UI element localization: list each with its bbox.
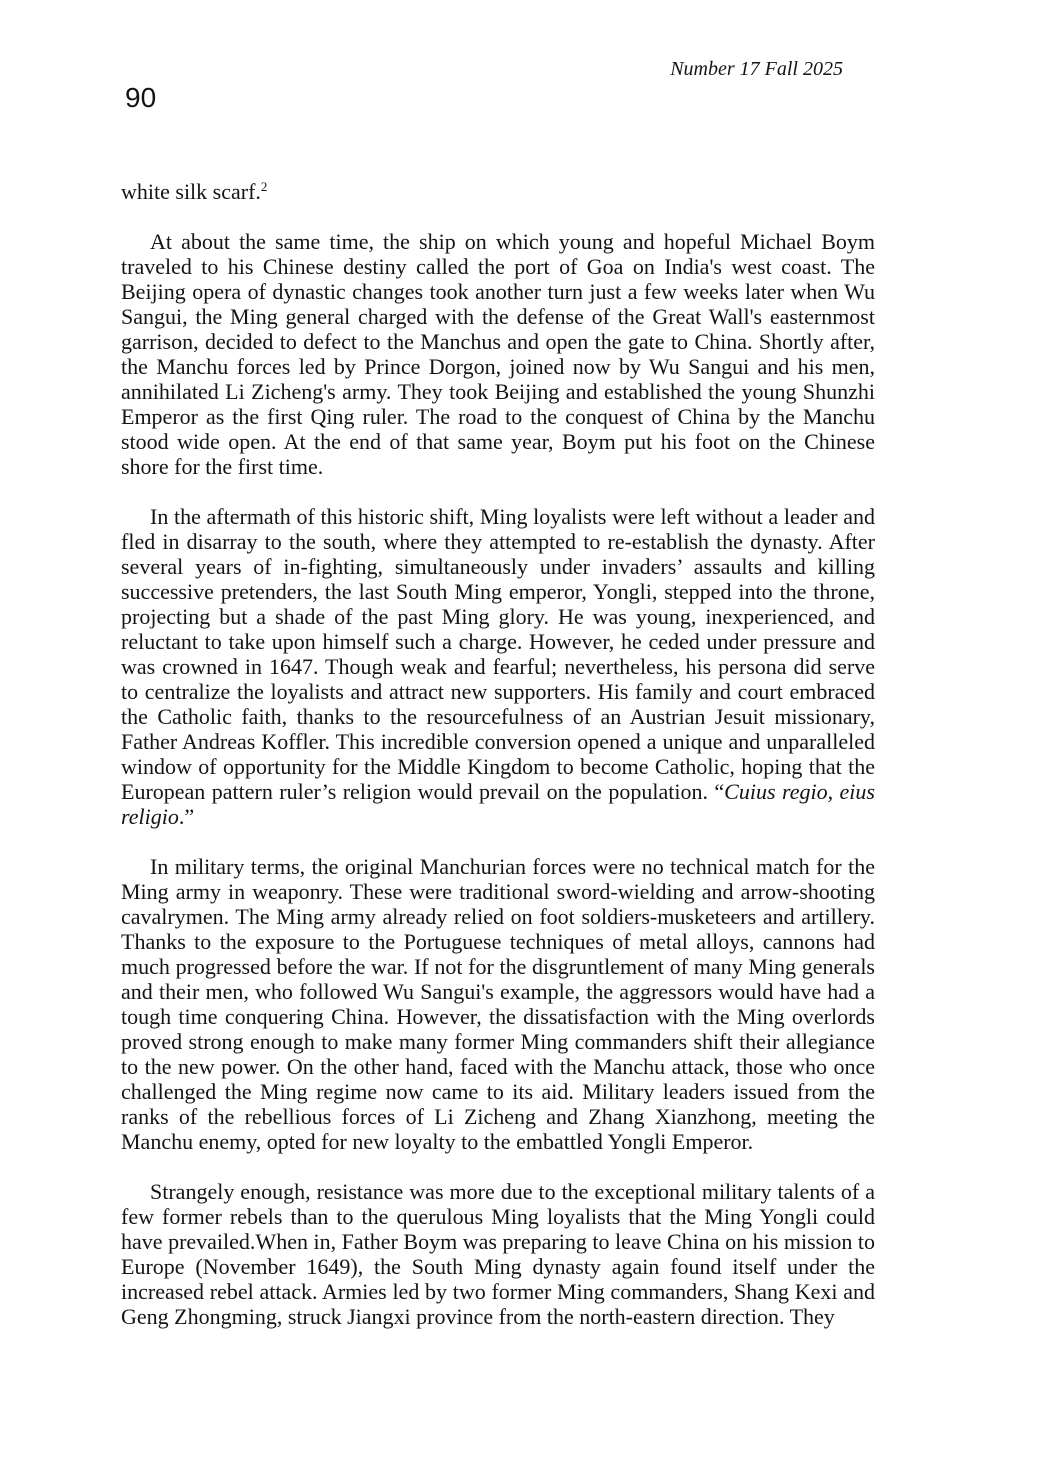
body-paragraph (121, 1179, 875, 1329)
continuation-paragraph (121, 179, 875, 204)
body-paragraph (121, 854, 875, 1154)
body-paragraph (121, 504, 875, 829)
page-body (121, 179, 875, 1354)
italic-text-run: Cuius regio, eius religio (121, 779, 875, 829)
continuation-text: white silk scarf. (121, 179, 261, 204)
paragraphs-container (121, 229, 875, 1329)
footnote-reference: 2 (260, 179, 268, 194)
body-paragraph (121, 229, 875, 479)
page-number: 90 (125, 82, 157, 113)
text-run: Strangely enough, resistance was more due to the exceptional military talents of a few former rebels than to the querulous Ming loyalists that the Ming Yongli could have prevailed.When in, Father Boym was preparing to leave China on his mission to Europe (November 1649), the South Ming dynasty again found itself under the increased rebel attack. Armies led by two former Ming commanders, Shang Kexi and Geng Zhongming, struck Jiangxi province from the north-eastern direction. They (121, 1179, 875, 1329)
text-run: At about the same time, the ship on which young and hopeful Michael Boym traveled to his Chinese destiny called the port of Goa on India's west coast. The Beijing opera of dynastic changes took another turn just a few weeks later when Wu Sangui, the Ming general charged with the defense of the Great Wall's easternmost garrison, decided to defect to the Manchus and open the gate to China. Shortly after, the Manchu forces led by Prince Dorgon, joined now by Wu Sangui and his men, annihilated Li Zicheng's army. They took Beijing and established the young Shunzhi Emperor as the first Qing ruler. The road to the conquest of China by the Manchu stood wide open. At the end of that same year, Boym put his foot on the Chinese shore for the first time. (121, 229, 875, 479)
text-run: .” (178, 804, 195, 829)
text-run: In military terms, the original Manchurian forces were no technical match for the Ming army in weaponry. These were traditional sword-wielding and arrow-shooting cavalrymen. The Ming army already relied on foot soldiers-musketeers and artillery. Thanks to the exposure to the Portuguese techniques of metal alloys, cannons had much progressed before the war. If not for the disgruntlement of many Ming generals and their men, who followed Wu Sangui's example, the aggressors would have had a tough time conquering China. However, the dissatisfaction with the Ming overlords proved strong enough to make many former Ming commanders shift their allegiance to the new power. On the other hand, faced with the Manchu attack, those who once challenged the Ming regime now came to its aid. Military leaders issued from the ranks of the rebellious forces of Li Zicheng and Zhang Xianzhong, meeting the Manchu enemy, opted for new loyalty to the embattled Yongli Emperor. (121, 854, 875, 1154)
running-header-issue-line: Number 17 Fall 2025 (670, 58, 843, 80)
text-run: In the aftermath of this historic shift, Ming loyalists were left without a leader and fled in disarray to the south, where they attempted to re-establish the dynasty. After several years of in-fighting, simultaneously under invaders’ assaults and killing successive pretenders, the last South Ming emperor, Yongli, stepped into the throne, projecting but a shade of the past Ming glory. He was young, inexperienced, and reluctant to take upon himself such a charge. However, he ceded under pressure and was crowned in 1647. Though weak and fearful; nevertheless, his persona did serve to centralize the loyalists and attract new supporters. His family and court embraced the Catholic faith, thanks to the resourcefulness of an Austrian Jesuit missionary, Father Andreas Koffler. This incredible conversion opened a unique and unparalleled window of opportunity for the Middle Kingdom to become Catholic, hoping that the European pattern ruler’s religion would prevail on the population. “ (121, 504, 875, 804)
